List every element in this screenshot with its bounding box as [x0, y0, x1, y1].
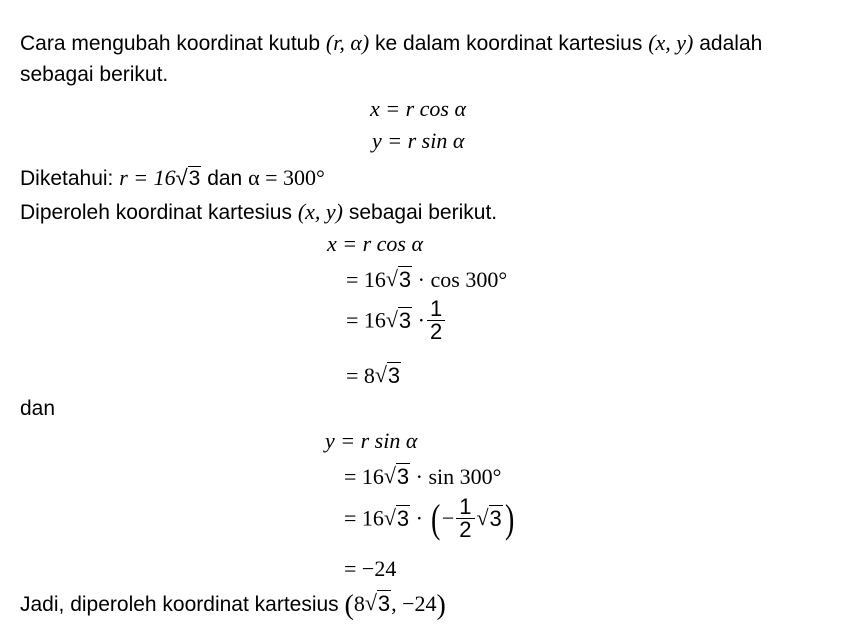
sqrt-x-step-2: √ 3: [385, 266, 412, 292]
given-r: r = 16: [119, 165, 176, 190]
sqrt-y-step-3: √ 3: [383, 504, 410, 531]
sqrt-conclusion: √ 3: [364, 590, 391, 616]
x-step-2: = 16 √ 3 · cos 300°: [346, 266, 508, 292]
y-step-2: = 16 √ 3 · sin 300°: [344, 463, 502, 489]
obtain-text-before: Diperoleh koordinat kartesius: [20, 201, 292, 224]
intro-text-middle: ke dalam koordinat kartesius: [375, 32, 643, 55]
given-label: Diketahui:: [20, 167, 114, 190]
sqrt-y-step-3-inner: √ 3: [476, 504, 502, 531]
formula-y: y = r sin α: [372, 128, 465, 153]
formula-x: x = r cos α: [370, 96, 467, 121]
dan-label: dan: [20, 397, 56, 420]
cartesian-coordinate: (x, y): [648, 30, 694, 55]
sqrt-y-step-2: √ 3: [383, 463, 410, 489]
given-alpha: α = 300°: [248, 165, 325, 190]
y-step-4: = −24: [344, 556, 397, 581]
conclusion-text: Jadi, diperoleh koordinat kartesius: [20, 593, 339, 616]
conclusion-line: [20, 591, 446, 619]
obtain-line: [20, 199, 497, 226]
intro-text-after: adalah: [699, 32, 763, 55]
polar-coordinate: (r, α): [325, 30, 370, 55]
given-dan: dan: [207, 167, 243, 190]
sqrt-x-step-3: √ 3: [385, 306, 412, 333]
y-step-3: = 16 √ 3 · (− $\frac{1}{2}$ √ 3): [344, 494, 515, 542]
conclusion-pair: (8 √ 3, −24): [344, 590, 446, 621]
intro-line-1: [20, 30, 762, 57]
sqrt-given-r: √ 3: [175, 165, 201, 190]
intro-line-2: sebagai berikut.: [20, 63, 169, 86]
x-step-1: x = r cos α: [327, 231, 424, 256]
sqrt-x-step-4: √ 3: [374, 362, 401, 388]
obtain-pair: (x, y): [297, 199, 344, 224]
x-step-3: = 16 √ 3 · $\frac{1}{2}$: [346, 298, 447, 343]
given-line: [20, 165, 325, 192]
x-step-4: = 8 √ 3: [346, 362, 401, 388]
y-step-1: y = r sin α: [325, 428, 418, 453]
obtain-text-after: sebagai berikut.: [348, 201, 498, 224]
fraction-one-half-y: $\frac{1}{2}$: [456, 496, 474, 541]
fraction-one-half-x: $\frac{1}{2}$: [427, 298, 445, 343]
intro-text-before: Cara mengubah koordinat kutub: [20, 32, 321, 55]
